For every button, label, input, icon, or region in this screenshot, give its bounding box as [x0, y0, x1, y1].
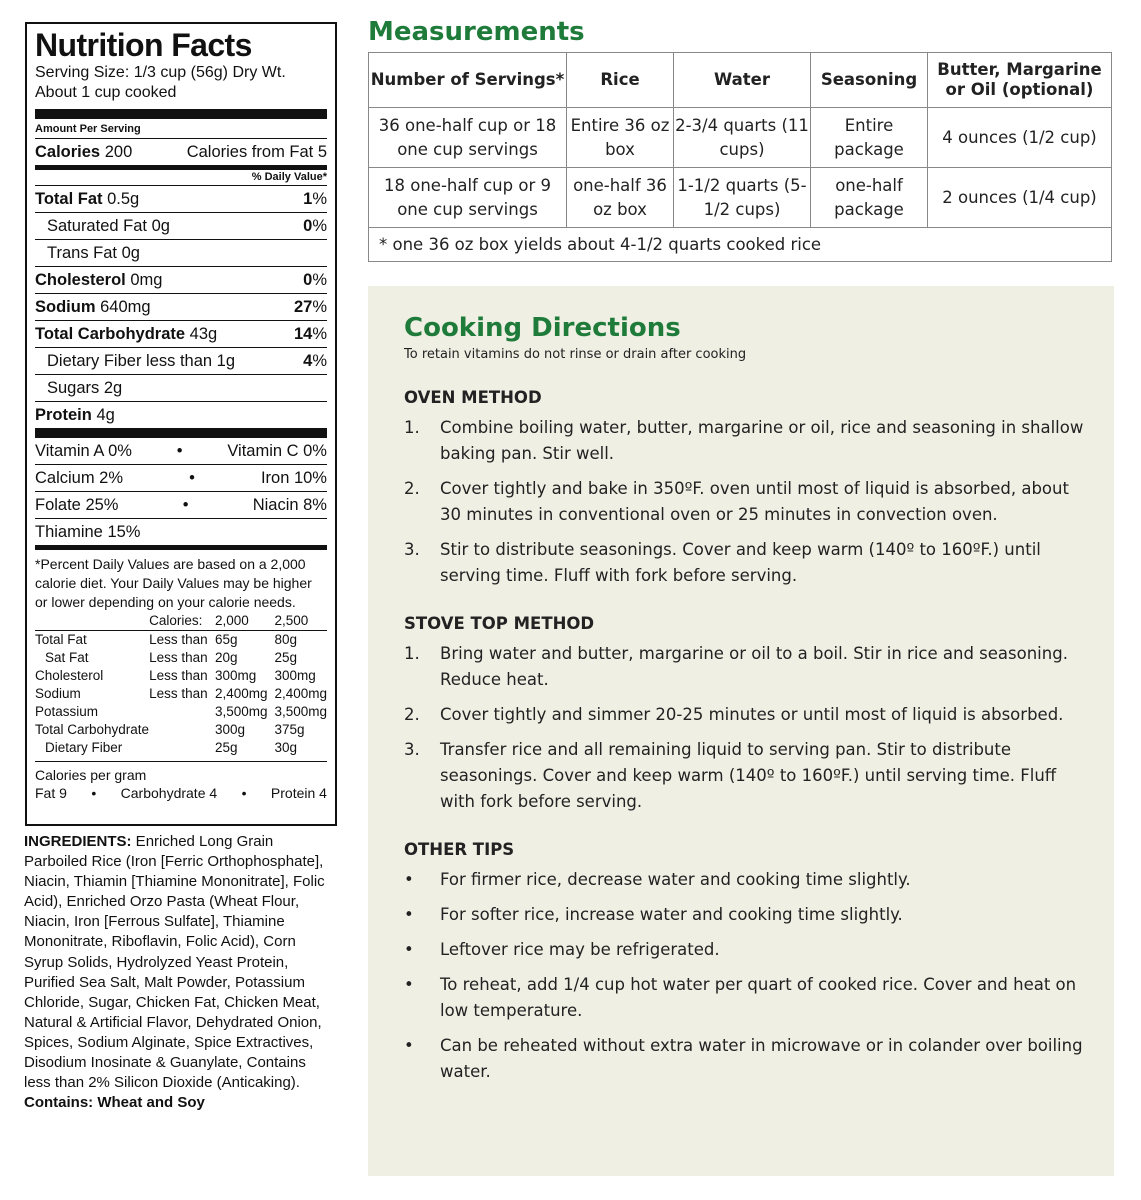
- stove-step-text: Cover tightly and simmer 20-25 minutes or until most of liquid is absorbed.: [440, 705, 1064, 724]
- protein-label: Protein: [35, 406, 92, 424]
- nutrient-dv-number: 4: [303, 352, 313, 370]
- nutrient-row: [35, 293, 327, 320]
- dv-cell-c1: 65g: [214, 632, 238, 647]
- ingredients-label: INGREDIENTS:: [24, 833, 132, 850]
- nutrient-label-group: [47, 213, 170, 239]
- nutrient-label-group: [47, 375, 122, 401]
- stove-step-text: Transfer rice and all remaining liquid to serving pan. Stir to distribute seasonings. Cover and keep warm (140º to 160ºF.) until serving time. Fluff with fork before serving.: [440, 740, 1057, 811]
- nutrient-dv-number: 14: [293, 325, 313, 343]
- dv-table-row: [35, 685, 327, 703]
- measurements-cell: 2-3/4 quarts (11 cups): [674, 108, 811, 168]
- calories-from-fat: Calories from Fat 5: [186, 143, 327, 161]
- tip-item: [404, 867, 1090, 893]
- nutrient-label: Total Fat: [35, 190, 103, 208]
- vitamin-row: [35, 518, 327, 545]
- oven-step-marker: 2.: [404, 479, 420, 498]
- nutrient-daily-value: 27%: [293, 298, 327, 316]
- vitamin-right: Vitamin C 0%: [227, 442, 327, 460]
- tip-item: [404, 1033, 1090, 1085]
- nutrient-dv-number: 0: [303, 217, 313, 235]
- cpg-carb: Carbohydrate 4: [120, 785, 218, 801]
- cooking-title: Cooking Directions: [404, 313, 681, 343]
- stove-step-marker: 2.: [404, 705, 420, 724]
- dv-cell-c2: 30g: [274, 740, 297, 755]
- measurements-note-row: [369, 228, 1112, 262]
- dv-cell-qual: [149, 739, 215, 757]
- vitamin-left: Calcium 2%: [35, 469, 124, 487]
- cpg-values: [35, 784, 327, 802]
- nutrition-title: Nutrition Facts: [35, 27, 252, 63]
- tip-item-marker: •: [404, 905, 414, 924]
- cpg-bullet: •: [241, 785, 247, 801]
- tip-item-text: For firmer rice, decrease water and cooking time slightly.: [440, 870, 911, 889]
- measurements-cell: one-half package: [811, 168, 928, 228]
- dv-cell-qual: Less than: [149, 650, 208, 665]
- nutrient-daily-value: 14%: [293, 325, 327, 343]
- nutrient-label-group: [35, 186, 139, 212]
- dv-cell-name: Cholesterol: [35, 668, 104, 683]
- daily-value-header: % Daily Value*: [251, 171, 327, 183]
- dv-cell-name: Total Fat: [35, 632, 87, 647]
- nutrient-dv-number: 27: [293, 298, 313, 316]
- servings-note: About 1 cup cooked: [35, 84, 177, 101]
- other-tips-title: OTHER TIPS: [404, 840, 515, 859]
- tip-item-marker: •: [404, 870, 414, 889]
- nutrient-label: Saturated Fat: [47, 217, 147, 235]
- oven-step-marker: 3.: [404, 540, 420, 559]
- dv-cell-c1: 20g: [214, 650, 238, 665]
- measurements-cell: 36 one-half cup or 18 one cup servings: [369, 108, 567, 168]
- measurements-cell: Entire package: [811, 108, 928, 168]
- nutrient-row: [35, 320, 327, 347]
- measurements-header-cell: Seasoning: [811, 53, 928, 108]
- vitamin-left: Vitamin A 0%: [35, 442, 132, 460]
- ingredients-block: [24, 832, 334, 1113]
- nutrient-label-group: [47, 348, 235, 374]
- measurements-row: [369, 168, 1112, 228]
- vitamin-left: Thiamine 15%: [35, 523, 141, 541]
- nutrient-label: Cholesterol: [35, 271, 126, 289]
- vitamin-row: [35, 464, 327, 491]
- measurements-cell: 4 ounces (1/2 cup): [928, 108, 1112, 168]
- vitamin-rows: [35, 438, 327, 545]
- nutrient-daily-value: 0%: [303, 217, 327, 235]
- nutrient-row: [35, 347, 327, 374]
- nutrient-label: Sodium: [35, 298, 96, 316]
- tip-item-text: Leftover rice may be refrigerated.: [440, 940, 720, 959]
- measurements-header-cell: Number of Servings*: [369, 53, 567, 108]
- stove-step-text: Bring water and butter, margarine or oil to a boil. Stir in rice and seasoning. Reduce heat.: [440, 644, 1068, 689]
- nutrient-row: [35, 239, 327, 266]
- vitamin-row: [35, 491, 327, 518]
- dv-cell-c2: 25g: [274, 650, 297, 665]
- nutrient-row: [35, 374, 327, 401]
- calories-row: [35, 138, 327, 165]
- dv-cell-c1: 25g: [214, 740, 238, 755]
- nutrient-row: [35, 185, 327, 212]
- dv-table-row: [35, 739, 327, 757]
- vitamin-row: [35, 438, 327, 464]
- measurements-cell: 18 one-half cup or 9 one cup servings: [369, 168, 567, 228]
- serving-size: Serving Size: 1/3 cup (56g) Dry Wt.: [35, 64, 286, 81]
- vitamin-bullet: •: [176, 442, 183, 460]
- tip-item: [404, 972, 1090, 1024]
- nutrient-label: Dietary Fiber: [47, 352, 142, 370]
- oven-step-text: Stir to distribute seasonings. Cover and keep warm (140º to 160ºF.) until serving time. Fluff with fork before serving.: [440, 540, 1041, 585]
- dv-cell-c1: 3,500mg: [214, 704, 268, 719]
- dv-table-row: [35, 667, 327, 685]
- nutrient-label: Total Carbohydrate: [35, 325, 186, 343]
- nutrient-daily-value: 0%: [303, 271, 327, 289]
- measurements-row: [369, 108, 1112, 168]
- oven-step: [404, 415, 1090, 467]
- cpg-fat: Fat 9: [35, 785, 67, 801]
- vitamin-right: Iron 10%: [260, 469, 327, 487]
- dv-table-body: [35, 631, 327, 758]
- nutrient-label-group: [35, 321, 217, 347]
- daily-value-table: [35, 612, 327, 757]
- stove-steps: [404, 641, 1090, 815]
- oven-step: [404, 476, 1090, 528]
- dv-cell-c2: 300mg: [274, 668, 316, 683]
- tip-item-marker: •: [404, 940, 414, 959]
- vitamin-left: Folate 25%: [35, 496, 119, 514]
- cooking-directions-panel: [368, 286, 1114, 1176]
- calories-label: Calories: [35, 143, 101, 161]
- dv-cell-qual: Less than: [149, 668, 208, 683]
- measurements-header-cell: Rice: [567, 53, 674, 108]
- dv-cell-c1: 300g: [214, 722, 246, 737]
- oven-method-title: OVEN METHOD: [404, 388, 542, 407]
- nutrient-daily-value: 1%: [303, 190, 327, 208]
- ingredients-text-block: [24, 832, 334, 1093]
- measurements-header-cell: Water: [674, 53, 811, 108]
- calories-per-gram: [35, 761, 327, 802]
- dv-cell-name: Total Carbohydrate: [35, 722, 150, 737]
- nutrient-label-group: [35, 267, 162, 293]
- dv-cell-c2: 2,400mg: [274, 686, 327, 701]
- nutrient-rows: [35, 185, 327, 401]
- nutrient-amount: less than 1g: [146, 352, 236, 370]
- stove-step: [404, 737, 1090, 815]
- dv-cell-qual: [149, 703, 215, 721]
- measurements-table: [368, 52, 1112, 262]
- daily-value-footnote: *Percent Daily Values are based on a 2,000 calorie diet. Your Daily Values may be higher or lower depending on your calorie needs.: [35, 556, 312, 610]
- measurements-cell: one-half 36 oz box: [567, 168, 674, 228]
- nutrition-facts-panel: [25, 22, 337, 826]
- nutrient-amount: 0.5g: [107, 190, 140, 208]
- nutrient-amount: 640mg: [100, 298, 151, 316]
- nutrient-label: Trans Fat: [47, 244, 117, 262]
- nutrient-amount: 0mg: [130, 271, 163, 289]
- nutrient-row: [35, 212, 327, 239]
- dv-cell-qual: [149, 721, 215, 739]
- nutrient-daily-value: 4%: [303, 352, 327, 370]
- nutrient-row: [35, 266, 327, 293]
- nutrient-amount: 0g: [151, 217, 170, 235]
- oven-step-text: Cover tightly and bake in 350ºF. oven until most of liquid is absorbed, about 30 minutes in conventional oven or 25 minutes in convection oven.: [440, 479, 1069, 524]
- tip-item-marker: •: [404, 1036, 414, 1055]
- cpg-protein: Protein 4: [270, 785, 327, 801]
- nutrient-label-group: [35, 294, 151, 320]
- dv-header-2500: 2,500: [274, 613, 309, 628]
- ingredients-text: Enriched Long Grain Parboiled Rice (Iron [Ferric Orthophosphate], Niacin, Thiamin [Thiamine Mononitrate], Folic Acid), Enriched Orzo Pasta (Wheat Flour, Niacin, Iron [Ferrous Sulfate], Thiamine Mononitrate, Riboflavin, Folic Acid), Corn Syrup Solids, Hydrolyzed Yeast Protein, Purified Sea Salt, Malt Powder, Potassium Chloride, Sugar, Chicken Fat, Chicken Meat, Natural & Artificial Flavor, Dehydrated Onion, Spices, Sodium Alginate, Spice Extractives, Disodium Inosinate & Guanylate, Contains less than 2% Silicon Dioxide (Anticaking).: [24, 833, 325, 1092]
- nutrient-amount: 2g: [103, 379, 123, 397]
- dv-cell-name: Sat Fat: [45, 650, 89, 665]
- measurements-header-row: [369, 53, 1112, 108]
- dv-cell-name: Potassium: [35, 704, 99, 719]
- stove-step-marker: 3.: [404, 740, 420, 759]
- measurements-note: * one 36 oz box yields about 4-1/2 quarts cooked rice: [369, 228, 1112, 262]
- allergen-contains: Contains: Wheat and Soy: [24, 1094, 205, 1112]
- dv-cell-qual: Less than: [149, 632, 208, 647]
- nutrient-amount: 43g: [189, 325, 218, 343]
- stove-step: [404, 702, 1090, 728]
- tip-item: [404, 937, 1090, 963]
- calories-value: 200: [104, 143, 133, 161]
- divider-thick: [35, 428, 327, 438]
- measurements-title: Measurements: [368, 17, 585, 47]
- tip-item-marker: •: [404, 975, 414, 994]
- dv-table-row: [35, 649, 327, 667]
- nutrient-dv-number: 1: [303, 190, 313, 208]
- oven-step: [404, 537, 1090, 589]
- dv-cell-c2: 375g: [274, 722, 305, 737]
- dv-cell-c2: 80g: [274, 632, 297, 647]
- dv-cell-c2: 3,500mg: [274, 704, 327, 719]
- stove-method-title: STOVE TOP METHOD: [404, 614, 595, 633]
- measurements-header-cell: Butter, Margarine or Oil (optional): [928, 53, 1112, 108]
- oven-step-marker: 1.: [404, 418, 420, 437]
- amount-per-serving: Amount Per Serving: [35, 123, 141, 135]
- tip-item-text: For softer rice, increase water and cooking time slightly.: [440, 905, 903, 924]
- oven-steps: [404, 415, 1090, 589]
- dv-table-row: [35, 703, 327, 721]
- measurements-cell: 2 ounces (1/4 cup): [928, 168, 1112, 228]
- dv-cell-name: Sodium: [35, 686, 81, 701]
- stove-step: [404, 641, 1090, 693]
- protein-row: [35, 401, 327, 428]
- measurements-body: [369, 108, 1112, 262]
- dv-cell-name: Dietary Fiber: [45, 740, 123, 755]
- tip-item-text: Can be reheated without extra water in microwave or in colander over boiling water.: [440, 1036, 1083, 1081]
- oven-step-text: Combine boiling water, butter, margarine or oil, rice and seasoning in shallow baking pan. Stir well.: [440, 418, 1084, 463]
- vitamin-right: Niacin 8%: [252, 496, 327, 514]
- tips-list: [404, 867, 1090, 1085]
- dv-table-header: [35, 612, 327, 631]
- dv-cell-qual: Less than: [149, 686, 208, 701]
- nutrient-label: Sugars: [47, 379, 100, 397]
- cpg-bullet: •: [91, 785, 97, 801]
- measurements-cell: Entire 36 oz box: [567, 108, 674, 168]
- nutrient-label-group: [47, 240, 140, 266]
- dv-calories-label: Calories:: [149, 613, 203, 628]
- protein-value: 4g: [96, 406, 115, 424]
- stove-step-marker: 1.: [404, 644, 420, 663]
- vitamin-bullet: •: [182, 496, 189, 514]
- nutrient-amount: 0g: [121, 244, 140, 262]
- dv-cell-c1: 300mg: [214, 668, 257, 683]
- dv-table-row: [35, 721, 327, 739]
- dv-table-row: [35, 631, 327, 650]
- measurements-cell: 1-1/2 quarts (5-1/2 cups): [674, 168, 811, 228]
- dv-cell-c1: 2,400mg: [214, 686, 268, 701]
- vitamin-bullet: •: [189, 469, 195, 487]
- cooking-subtitle: To retain vitamins do not rinse or drain after cooking: [404, 347, 747, 362]
- nutrient-dv-number: 0: [303, 271, 313, 289]
- tip-item: [404, 902, 1090, 928]
- dv-header-2000: 2,000: [214, 613, 249, 628]
- divider-thick: [35, 109, 327, 119]
- tip-item-text: To reheat, add 1/4 cup hot water per quart of cooked rice. Cover and heat on low temperature.: [440, 975, 1077, 1020]
- cpg-label: Calories per gram: [35, 767, 147, 783]
